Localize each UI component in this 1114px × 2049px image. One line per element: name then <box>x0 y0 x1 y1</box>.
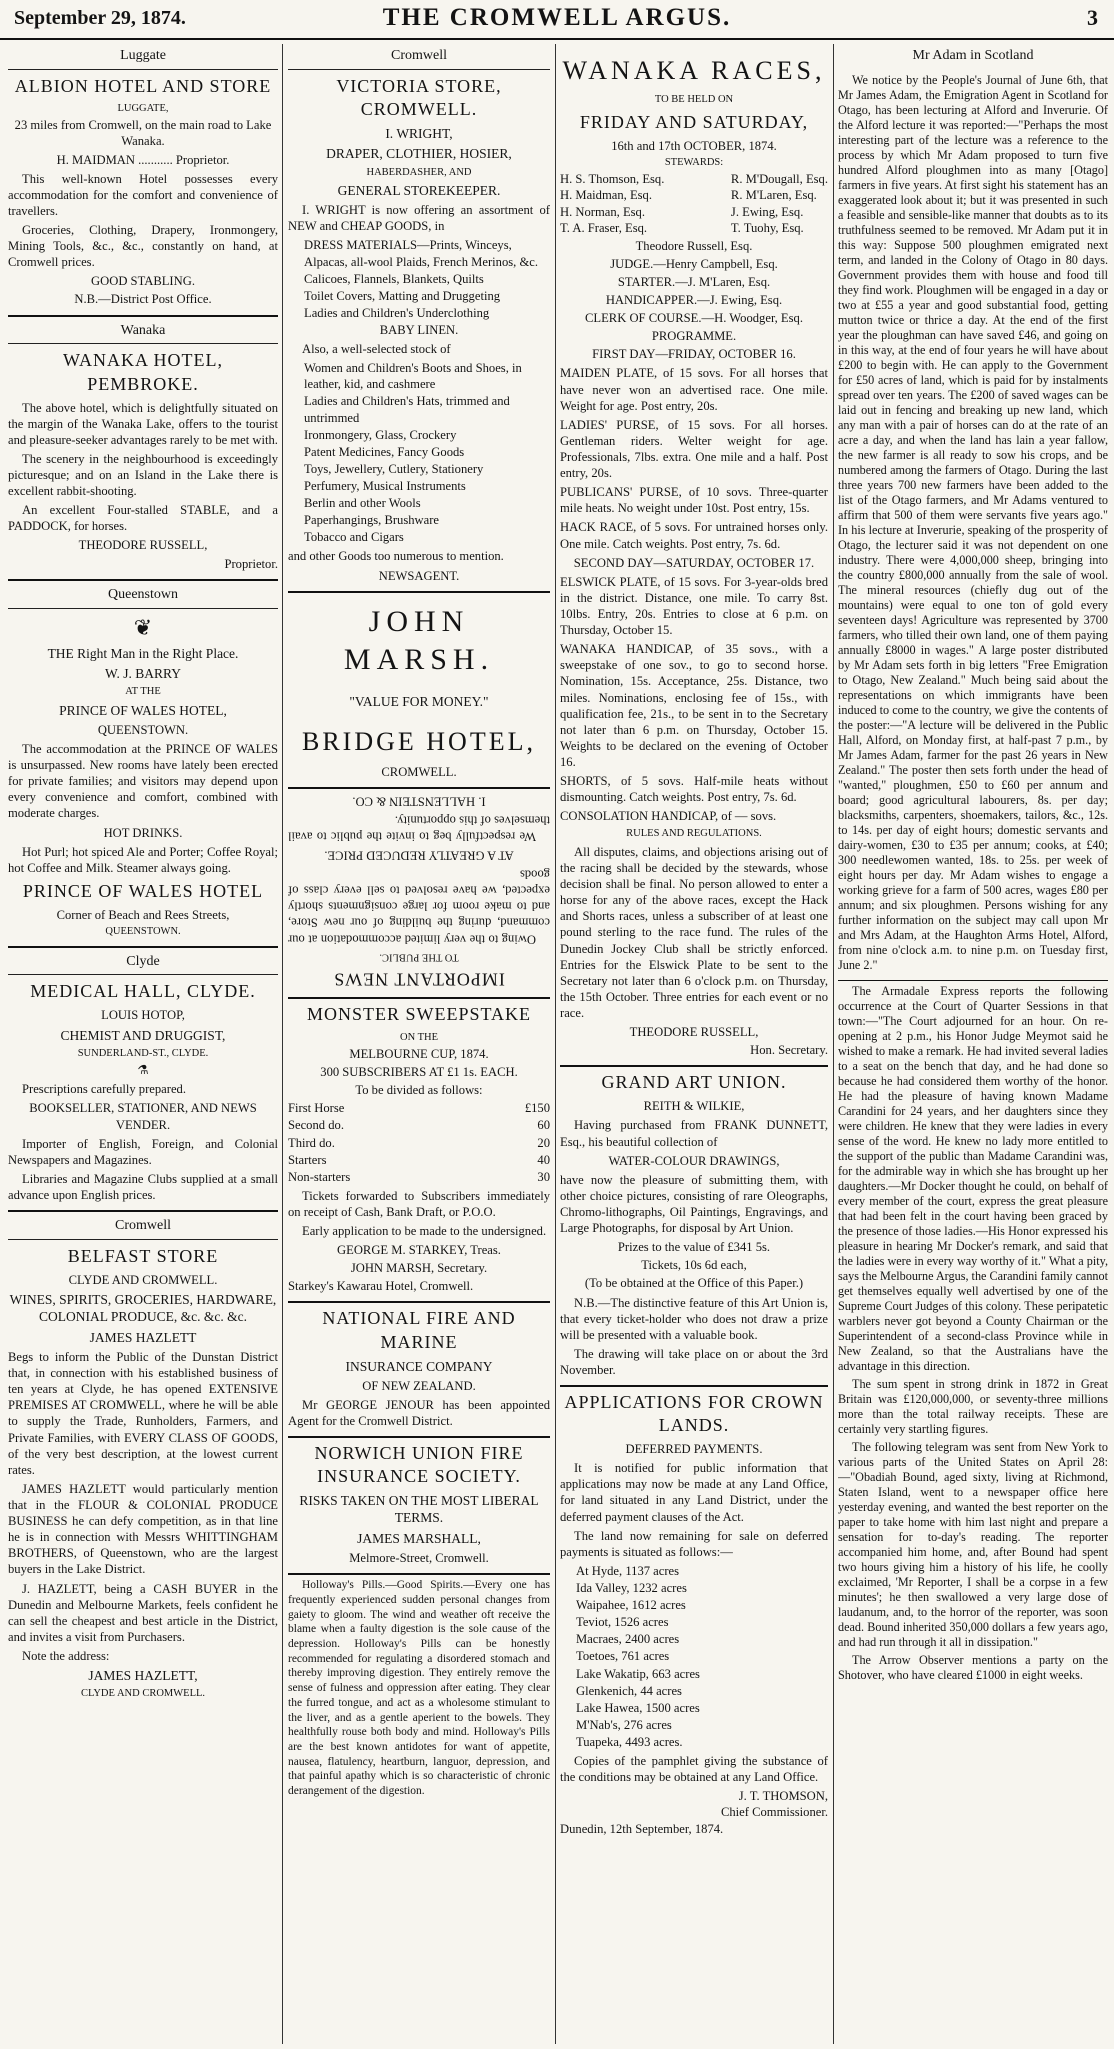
ad-line: BOOKSELLER, STATIONER, AND NEWS VENDER. <box>29 1101 257 1132</box>
ad-line: LOUIS HOTOP, <box>101 1008 185 1023</box>
ad-text: JAMES HAZLETT would particularly mention that in the FLOUR & COLONIAL PRODUCE BUSINESS he can defy competition, as in that line he is in connection with Messrs WHITTINGHAM BROTHERS, of Queenstown, who are the largest buyers in the Lake District. <box>8 1481 278 1577</box>
ad-line: INSURANCE COMPANY <box>345 1358 493 1374</box>
ad-line: "VALUE FOR MONEY." <box>349 694 489 710</box>
ad-text: Also, a well-selected stock of <box>302 342 451 357</box>
ad-line: (To be obtained at the Office of this Paper.) <box>584 1276 804 1291</box>
list-item: Patent Medicines, Fancy Goods <box>304 444 465 459</box>
ad-text: The scenery in the neighbourhood is exceedingly picturesque; and on an Island in the Lake there is excellent rabbit-shooting. <box>8 451 278 499</box>
article-paragraph: We notice by the People's Journal of June 6th, that Mr James Adam, the Emigration Agent in Scotland for Otago, has been lecturing at Alford and Inverurie. Of the Alford lecture it was reported:—"Perhaps the most interesting part of the lecture was a reference to the process by which Mr Adam proposed to turn five hundred Alford ploughmen into as many [Otago] farmers in five years. At first sight his statement has an exaggerated look about it; but it was presented in such a feasible and sensible-like manner that doubts as to its truthfulness seemed to be removed. Mr Adam put it in this way: Suppose 500 ploughmen emigrated next term, and landed in the Colony of Otago in 80 days. Government provides them with house and food till they find work. Ploughmen will be engaged in a day or two at £55 a year and good substantial food, getting mutton twice or thrice a day. At the end of the first year the ploughman can have saved £46, and going on in this way, at the end of four years he will have about £200 to begin with. He can apply to the Government for £50 acres of land, which is paid for by instalments spread over ten years. The £200 of saved wages can be laid out in fencing and breaking up new land, which any man with a pair of horses can do at the rate of an acre a day, and when the land has lain a year fallow, the new farmer is all ready to sow his crops, and be numbered among the farmers of Otago. During the last three years 700 new farmers have been added to the list of the Otago farmers, and Mr Adams ventured to affirm that 500 of them were servants five years ago." In his lecture at Inverurie, speaking of the prosperity of Otago, the lecturer said it was not dependent on one industry. There were 4,000,000 sheep, bringing into the country £800,000 annually from the sale of wool. The mineral resources (chiefly dug out of the mountains) were equal to one ton of gold every seventeen days! Agriculture was represented by 3700 farmers, who tilled their own land, one of them paying annually £8000 in wages." A large poster distributed by Mr Adam sets forth in big letters "Free Emigration to Otago, New Zealand." Much being said about the representations on which immigrants have been induced to come to the country, we give the contents of the poster:—"A lecture will be delivered in the Public Hall, Alford, on Monday first, at half-past 7 p.m., by Mr James Adam, farmer for the past 26 years in New Zealand." The poster then sets forth under the head of "wanted," ploughmen, £50 to £60 per annum and board; good agricultural labourers, 8s. per day; blacksmiths, carpenters, shoemakers, tailors, &c., 12s. to 14s. per day of eight hours; domestic servants and dairy-women, £30 to £35 per annum; cooks, at £40; 300 needlewomen wanted, 18s. to 25s. per week of eight hours per day. Mr Adam wishes to engage a working grieve for a farm of 500 acres, wages £80 per annum; and six ploughmen. Persons wishing for any further information on the subject may call upon Mr and Mrs Adam, at the Haughton Arms Hotel, Alford, from nine o'clock a.m. to nine p.m. on Tuesday first, June 2." <box>838 73 1108 973</box>
list-item: BABY LINEN. <box>379 322 459 337</box>
ad-line: THEODORE RUSSELL, <box>629 1025 759 1040</box>
column-4 <box>838 44 1108 2044</box>
ad-line: GEORGE M. STARKEY, Treas. <box>337 1243 501 1258</box>
ad-line: QUEENSTOWN. <box>97 722 189 737</box>
list-item: Calicoes, Flannels, Blankets, Quilts <box>304 271 484 286</box>
article-paragraph: The sum spent in strong drink in 1872 in Great Britain was £120,000,000, or seventy-three millions more than the total railway receipts. These are certainly very startling figures. <box>838 1377 1108 1437</box>
ad-line: J. T. THOMSON, <box>738 1789 828 1804</box>
ad-line: PRINCE OF WALES HOTEL, <box>59 702 227 718</box>
ad-text: Begs to inform the Public of the Dunstan District that, in connection with his established business of ten years at Clyde, he has opened EXTENSIVE PREMISES AT CROMWELL, where he will be able to supply the Trade, Runholders, Farmers, and Private Families, with EVERY CLASS OF GOODS, of the very best description, at the lowest current rates. <box>8 1349 278 1477</box>
list-item: Waipahee, 1612 acres <box>576 1598 686 1613</box>
mortar-icon: ⚗ <box>137 1063 149 1078</box>
article-paragraph: The Arrow Observer mentions a party on the Shotover, who have cleared £1000 in eight weeks. <box>838 1653 1108 1683</box>
list-item: Paperhangings, Brushware <box>304 513 440 528</box>
ad-line: 23 miles from Cromwell, on the main road to Lake Wanaka. <box>14 118 272 149</box>
ad-text: J. HAZLETT, being a CASH BUYER in the Dunedin and Melbourne Markets, feels confident he can sell the cheapest and best article in the District, and invites a visit from Purchasers. <box>8 1581 278 1644</box>
article-paragraph: The following telegram was sent from New York to various parts of the United States on April 28:—"Obadiah Bound, aged sixty, living at Richmond, Staten Island, went to a newspaper office here yesterday evening, and wanted the best reporter on the paper to take home with him last night and prepare a sensation for to-day's reading. The reporter accompanied him home, and, after Bound had spent two hours giving him a history of his life, he coolly exclaimed, 'Mr Reporter, I shall be a corpse in a few minutes'; he then swallowed a very large dose of laudanum, and, to the horror of the reporter, was soon dead. Bound inherited 350,000 dollars a few years ago, and had run through it all in dissipation." <box>838 1440 1108 1650</box>
ad-line: N.B.—District Post Office. <box>74 292 212 307</box>
ad-line: TO BE HELD ON <box>654 94 734 106</box>
column-1 <box>8 44 278 2044</box>
article-heading: Mr Adam in Scotland <box>912 48 1034 63</box>
ad-line: H. MAIDMAN ........... Proprietor. <box>56 152 230 167</box>
ad-text: This well-known Hotel possesses every accommodation for the comfort and convenience of travellers. <box>8 171 278 218</box>
list-item: Berlin and other Wools <box>304 496 421 511</box>
list-item: Ladies and Children's Underclothing <box>304 305 490 320</box>
ad-important-news-inverted <box>288 793 550 990</box>
steward: T. Tuohy, Esq. <box>730 220 804 235</box>
ad-line: LUGGATE, <box>117 102 169 114</box>
ad-line: Melmore-Street, Cromwell. <box>349 1551 489 1565</box>
ad-line: PROGRAMME. <box>651 329 737 344</box>
ad-text: Early application to be made to the undersigned. <box>302 1224 547 1239</box>
table-cell: First Horse <box>288 1101 345 1116</box>
list-item: Ida Valley, 1232 acres <box>576 1581 687 1596</box>
list-item: Toilet Covers, Matting and Druggeting <box>304 288 501 303</box>
list-item: Macraes, 2400 acres <box>576 1632 680 1647</box>
rule <box>8 315 278 317</box>
ad-line: STEWARDS: <box>664 156 724 168</box>
steward: J. Ewing, Esq. <box>730 204 804 219</box>
list-item: M'Nab's, 276 acres <box>576 1717 672 1732</box>
list-item: Ironmongery, Glass, Crockery <box>304 427 457 442</box>
issue-date: September 29, 1874. <box>14 7 186 29</box>
ad-text: Importer of English, Foreign, and Colonial Newspapers and Magazines. <box>8 1136 278 1167</box>
ad-line: MELBOURNE CUP, 1874. <box>349 1046 489 1061</box>
ad-text: have now the pleasure of submitting them, with other choice pictures, consisting of rare Oleographs, Chromo-lithographs, Oil Paintings, Engravings, and Large Photographs, for disposal by Art Union. <box>560 1172 828 1236</box>
ad-line: FRIDAY AND SATURDAY, <box>579 111 809 132</box>
ad-line: QUEENSTOWN. <box>105 926 181 938</box>
ad-title: JOHN MARSH. <box>343 604 495 676</box>
ad-title: NATIONAL FIRE AND MARINE <box>322 1308 516 1352</box>
ad-text: Groceries, Clothing, Drapery, Ironmongery, Mining Tools, &c., &c., constantly on hand, at Cromwell prices. <box>8 223 278 270</box>
ad-line: To be divided as follows: <box>355 1083 483 1098</box>
ad-line: DEFERRED PAYMENTS. <box>625 1442 763 1457</box>
ad-line: AT A GREATLY REDUCED PRICE. <box>324 848 514 863</box>
ad-title: IMPORTANT NEWS <box>333 969 505 990</box>
ad-grand-art-union <box>560 1071 828 1378</box>
ad-bridge-hotel <box>288 603 550 780</box>
ad-line: WATER-COLOUR DRAWINGS, <box>608 1153 780 1168</box>
ad-title: ALBION HOTEL AND STORE <box>14 75 272 96</box>
ad-prince-of-wales <box>8 583 278 939</box>
list-item: Tobacco and Cigars <box>304 530 404 545</box>
ad-line: WINES, SPIRITS, GROCERIES, HARDWARE, COLONIAL PRODUCE, &c. &c. &c. <box>9 1292 277 1325</box>
steward: R. M'Laren, Esq. <box>730 188 817 203</box>
race-event: CONSOLATION HANDICAP, of — sovs. <box>560 809 777 824</box>
column-3 <box>560 44 828 2044</box>
ad-line: SECOND DAY—SATURDAY, OCTOBER 17. <box>573 555 815 570</box>
section-heading: Wanaka <box>8 319 278 345</box>
ad-line: Proprietor. <box>224 556 278 571</box>
ad-line: RULES AND REGULATIONS. <box>626 828 762 840</box>
ad-text: Prescriptions carefully prepared. <box>22 1082 187 1097</box>
ad-text: Copies of the pamphlet giving the substance of the conditions may be obtained at any Land Office. <box>560 1754 828 1785</box>
ad-line: Chief Commissioner. <box>720 1805 828 1820</box>
ad-text: The accommodation at the PRINCE OF WALES is unsurpassed. New rooms have lately been erected for private families; and visitors may depend upon every convenience and comfort, combined with moderate charges. <box>8 742 278 821</box>
race-event: HACK RACE, of 5 sovs. For untrained horses only. One mile. Catch weights. Post entry, 7s. 6d. <box>560 520 828 551</box>
ad-line: JOHN MARSH, Secretary. <box>350 1261 488 1276</box>
ad-line: CLYDE AND CROMWELL. <box>68 1273 218 1288</box>
holloway-pills-notice: Holloway's Pills.—Good Spirits.—Every one has frequently experienced sudden personal changes from gaiety to gloom. The wind and weather oft receive the blame when a faulty digestion is the sole cause of the depression. Holloway's Pills can be honestly recommended for regulating a disordered stomach and thereby improving digestion. They entirely remove the sense of fulness and oppression after eating. They clear the furred tongue, and act as a wholesome stimulant to the liver, and as a gentle aperient to the bowels. They healthfully rouse both body and mind. Holloway's Pills are the best known antidotes for want of appetite, nausea, flatulency, heartburn, languor, depression, and that painful apathy which is so characteristic of chronic derangement of the digestion. <box>288 1579 550 1798</box>
list-item: DRESS MATERIALS—Prints, Winceys, Alpacas, all-wool Plaids, French Merinos, &c. <box>304 238 538 269</box>
goods-list <box>288 237 550 338</box>
ad-text: We respectfully beg to invite the public to avail themselves of this opportunity. <box>288 813 550 844</box>
ad-line: HANDICAPPER.—J. Ewing, Esq. <box>605 293 783 308</box>
ad-line: JUDGE.—Henry Campbell, Esq. <box>610 256 778 271</box>
ad-line: Hon. Secretary. <box>750 1043 828 1058</box>
ad-text: Owing to the very limited accommodation at our command, during the building of our new Store, and to make room for large consignments shortly expected, we have resolved to sell every class of goods <box>288 867 550 947</box>
section-heading: Queenstown <box>8 583 278 609</box>
list-item: Toys, Jewellery, Cutlery, Stationery <box>304 461 484 476</box>
ad-line: Tickets, 10s 6d each, <box>641 1258 747 1273</box>
table-row <box>288 1100 550 1116</box>
ad-albion-hotel <box>8 44 278 308</box>
ad-line: JAMES MARSHALL, <box>357 1530 481 1546</box>
race-event: LADIES' PURSE, of 15 sovs. For all horses. Gentleman riders. Welter weight for age. Professionals, 7lbs. extra. One mile and a half. Post entry, 20s. <box>560 417 828 481</box>
ad-text: All disputes, claims, and objections arising out of the racing shall be decided by the stewards, whose decision shall be final. No person allowed to enter a horse for any of the above races, except the Hack and Shorts races, unless a subscriber of at least one pound sterling to the race fund. The rules of the Dunedin Jockey Club shall be strictly enforced. Entries for the Elswick Plate to be sent to the Secretary not later than 6 o'clock p.m. on Thursday, the 15th October. Three entries for each event or no race. <box>560 844 828 1020</box>
article-paragraph: The Armadale Express reports the following occurrence at the Court of Quarter Sessions in that town:—"The Court adjourned for an hour. On re-opening at 2 p.m., his Honor Judge Meymot said he wished to make a remark. He had invited several ladies to a seat on the bench that day, and he had done so because he had considered them worthy of the honor. He had the pleasure of having known Madame Carandini for 24 years, and her daughters since they were children. He knew that they were ladies in every sense of the word. He knew no lady more entitled to the support of the public than Madame Carandini was, for the admirable way in which she has brought up her daughters.—Mr Docker thought he could, on behalf of every member of the court, express the great pleasure that had been felt in the court having been graced by the presence of those ladies.—His Honor expressed his pleasure in hearing Mr Docker's remark, and said that the ladies were in every way worthy of it." What a pity, says the Melbourne Argus, the Carandini family cannot get themselves equally well advertised by one of the Supreme Court Judges of this colony. These peripatetic warblers never got beyond a County Chairman or the Superintendent of a second-class Province while in New Zealand, so that the Australians have the advantage in this direction. <box>838 984 1108 1374</box>
steward: Theodore Russell, Esq. <box>635 238 753 253</box>
ad-line: I. HALLENSTEIN & CO. <box>352 794 486 809</box>
rule <box>288 1436 550 1438</box>
steward: H. Maidman, Esq. <box>560 188 652 203</box>
ad-title: PRINCE OF WALES HOTEL <box>22 880 264 901</box>
table-cell: Third do. <box>288 1135 335 1150</box>
ad-title: APPLICATIONS FOR CROWN LANDS. <box>564 1392 824 1436</box>
ad-text: Note the address: <box>22 1648 110 1663</box>
ad-text: Libraries and Magazine Clubs supplied at a small advance upon English prices. <box>8 1171 278 1203</box>
table-row <box>288 1135 550 1151</box>
ad-title: VICTORIA STORE, CROMWELL. <box>336 75 502 119</box>
race-event: PUBLICANS' PURSE, of 10 sovs. Three-quarter mile heats. No weight under 10st. Post entry, 15s. <box>560 485 828 516</box>
list-item: Lake Wakatip, 663 acres <box>576 1666 700 1681</box>
ad-line: ON THE <box>399 1031 438 1043</box>
table-row <box>288 1169 550 1185</box>
ad-line: W. J. BARRY <box>104 665 182 681</box>
ad-belfast-store <box>8 1214 278 1701</box>
ad-line: 300 SUBSCRIBERS AT £1 1s. EACH. <box>320 1065 518 1080</box>
ad-text: and other Goods too numerous to mention. <box>288 549 504 564</box>
ad-line: REITH & WILKIE, <box>643 1099 745 1114</box>
steward: T. A. Fraser, Esq. <box>560 220 648 235</box>
rule <box>8 946 278 948</box>
ad-title: GRAND ART UNION. <box>601 1072 787 1093</box>
race-event: MAIDEN PLATE, of 15 sovs. For all horses that have never won an advertised race. One mile. Weight for age. Post entry, 20s. <box>560 366 828 413</box>
rule <box>288 997 550 999</box>
ad-sweepstake <box>288 1003 550 1294</box>
list-item: Glenkenich, 44 acres <box>576 1683 682 1698</box>
rule <box>8 579 278 581</box>
prize-table <box>288 1100 550 1185</box>
ad-national-insurance <box>288 1307 550 1429</box>
ad-line: CHEMIST AND DRUGGIST, <box>60 1027 226 1043</box>
ad-text: The land now remaining for sale on deferred payments is situated as follows:— <box>560 1528 828 1559</box>
ad-line: I. WRIGHT, <box>385 125 453 141</box>
list-item: Perfumery, Musical Instruments <box>304 478 466 493</box>
column-2 <box>288 44 550 2044</box>
rule <box>838 980 1108 981</box>
list-item: Lake Hawea, 1500 acres <box>576 1700 700 1715</box>
ad-line: NEWSAGENT. <box>378 568 460 583</box>
ad-line: Starkey's Kawarau Hotel, Cromwell. <box>288 1279 474 1294</box>
ad-line: CLYDE AND CROMWELL. <box>80 1688 206 1700</box>
ad-line: GOOD STABLING. <box>91 274 195 289</box>
rule <box>288 1301 550 1303</box>
list-item: Teviot, 1526 acres <box>576 1615 669 1630</box>
ad-wanaka-races <box>560 54 828 1058</box>
ad-line: RISKS TAKEN ON THE MOST LIBERAL TERMS. <box>299 1493 539 1526</box>
ad-line: JAMES HAZLETT, <box>88 1668 198 1684</box>
ad-line: TO THE PUBLIC. <box>379 951 459 963</box>
table-cell: Non-starters <box>288 1169 351 1184</box>
table-row <box>288 1117 550 1133</box>
ad-line: THEODORE RUSSELL, <box>78 538 208 553</box>
rule <box>288 1573 550 1575</box>
ad-title: BRIDGE HOTEL, <box>302 726 536 756</box>
goods-list <box>288 360 550 545</box>
ad-line: DRAPER, CLOTHIER, HOSIER, <box>326 146 512 162</box>
rule <box>560 1065 828 1067</box>
masthead <box>0 0 1114 40</box>
ad-line: AT THE <box>125 686 161 698</box>
stewards-right <box>731 171 828 235</box>
ad-medical-hall <box>8 950 278 1204</box>
table-cell: £150 <box>524 1101 550 1116</box>
ad-line: OF NEW ZEALAND. <box>362 1378 476 1393</box>
column-divider <box>555 44 556 2044</box>
stewards-list <box>560 171 828 235</box>
race-event: WANAKA HANDICAP, of 35 sovs., with a sweepstake of one sov., to go to second horse. Nomination, 15s. Acceptance, 25s. Distance, two miles. Nominations, enclosing fee of 15s., with qualification fee, 21s., to be sent in to the Secretary not later than 6 p.m. on Thursday, October 15. Weights to be declared on the evening of October 16. <box>560 642 828 769</box>
ad-line: 16th and 17th OCTOBER, 1874. <box>611 138 777 153</box>
ad-line: CLERK OF COURSE.—H. Woodger, Esq. <box>585 311 803 326</box>
table-cell: 60 <box>537 1118 550 1133</box>
ad-line: THE Right Man in the Right Place. <box>47 645 239 661</box>
steward: H. Norman, Esq. <box>560 204 645 219</box>
ad-title: BELFAST STORE <box>67 1246 219 1267</box>
ad-text: Mr GEORGE JENOUR has been appointed Agent for the Cromwell District. <box>288 1397 550 1429</box>
ad-line: GENERAL STOREKEEPER. <box>337 182 501 198</box>
ad-line: SUNDERLAND-ST., CLYDE. <box>77 1047 209 1059</box>
table-cell: Second do. <box>288 1118 344 1133</box>
ad-title: MEDICAL HALL, CLYDE. <box>30 981 256 1002</box>
ad-wanaka-hotel <box>8 319 278 572</box>
list-item: Ladies and Children's Hats, trimmed and untrimmed <box>304 394 510 425</box>
table-cell: 30 <box>537 1169 550 1184</box>
ad-text: I. WRIGHT is now offering an assortment of NEW and CHEAP GOODS, in <box>288 203 550 234</box>
rule <box>560 1385 828 1387</box>
rule <box>288 787 550 789</box>
ad-text: N.B.—The distinctive feature of this Art Union is, that every ticket-holder who does not draw a prize will be presented with a valuable book. <box>560 1295 828 1342</box>
crest-icon: ❦ <box>133 614 153 640</box>
ad-text: It is notified for public information that applications may now be made at any Land Office, for land situated in any Land District, under the deferred payment clauses of the Act. <box>560 1461 828 1524</box>
section-heading: Clyde <box>8 950 278 976</box>
ad-crown-lands <box>560 1391 828 1837</box>
list-item: Tuapeka, 4493 acres. <box>576 1735 683 1749</box>
steward: R. M'Dougall, Esq. <box>730 172 828 187</box>
list-item: Toetoes, 761 acres <box>576 1649 670 1664</box>
ad-title: MONSTER SWEEPSTAKE <box>306 1004 532 1025</box>
race-event: ELSWICK PLATE, of 15 sovs. For 3-year-olds bred in the district. Distance, one mile. To carry 8st. 10lbs. Entry, 20s. Entries to close at 6 p.m. on Thursday, October 15. <box>560 574 828 638</box>
ad-line: Prizes to the value of £341 5s. <box>617 1240 771 1255</box>
ad-line: Corner of Beach and Rees Streets, <box>56 907 230 922</box>
column-divider <box>282 44 283 2044</box>
rule <box>288 591 550 593</box>
list-item: At Hyde, 1137 acres <box>576 1563 680 1578</box>
page-number: 3 <box>1087 5 1098 30</box>
ad-title: NORWICH UNION FIRE INSURANCE SOCIETY. <box>314 1443 524 1487</box>
ad-line: HOT DRINKS. <box>103 825 183 840</box>
ad-text: An excellent Four-stalled STABLE, and a PADDOCK, for horses. <box>8 503 278 534</box>
section-heading: Cromwell <box>8 1214 278 1240</box>
rule <box>8 1210 278 1212</box>
ad-title: WANAKA RACES, <box>562 56 826 85</box>
ad-text: The above hotel, which is delightfully situated on the margin of the Wanaka Lake, offers to the tourist and pleasure-seeker advantages rarely to be met with. <box>8 400 278 447</box>
column-divider <box>833 44 834 2044</box>
ad-text: Hot Purl; hot spiced Ale and Porter; Coffee Royal; hot Coffee and Milk. Steamer always going. <box>8 844 278 875</box>
table-row <box>288 1152 550 1168</box>
paper-title: THE CROMWELL ARGUS. <box>382 4 732 31</box>
section-heading: Cromwell <box>288 44 550 70</box>
ad-text: The drawing will take place on or about the 3rd November. <box>560 1346 828 1377</box>
ad-line: JAMES HAZLETT <box>89 1329 197 1345</box>
ad-victoria-store <box>288 75 550 584</box>
section-heading: Luggate <box>8 44 278 70</box>
stewards-left <box>560 171 664 235</box>
ad-line: CROMWELL. <box>381 764 457 779</box>
ad-text: Having purchased from FRANK DUNNETT, Esq., his beautiful collection of <box>560 1118 828 1149</box>
ad-line: HABERDASHER, AND <box>366 166 472 178</box>
ad-text: Tickets forwarded to Subscribers immediately on receipt of Cash, Bank Draft, or P.O.O. <box>288 1188 550 1219</box>
race-event: SHORTS, of 5 sovs. Half-mile heats without dismounting. Catch weights. Post entry, 7s. 6d. <box>560 774 828 805</box>
ad-title: WANAKA HOTEL, PEMBROKE. <box>63 350 223 394</box>
ad-line: FIRST DAY—FRIDAY, OCTOBER 16. <box>592 347 796 362</box>
ad-norwich-union <box>288 1442 550 1566</box>
list-item: Women and Children's Boots and Shoes, in leather, kid, and cashmere <box>304 361 522 392</box>
table-cell: 40 <box>537 1152 550 1167</box>
table-cell: 20 <box>537 1135 550 1150</box>
ad-line: Dunedin, 12th September, 1874. <box>560 1821 724 1836</box>
land-list <box>560 1563 828 1750</box>
steward: H. S. Thomson, Esq. <box>560 172 665 187</box>
table-cell: Starters <box>288 1152 327 1167</box>
ad-line: STARTER.—J. M'Laren, Esq. <box>617 274 771 289</box>
